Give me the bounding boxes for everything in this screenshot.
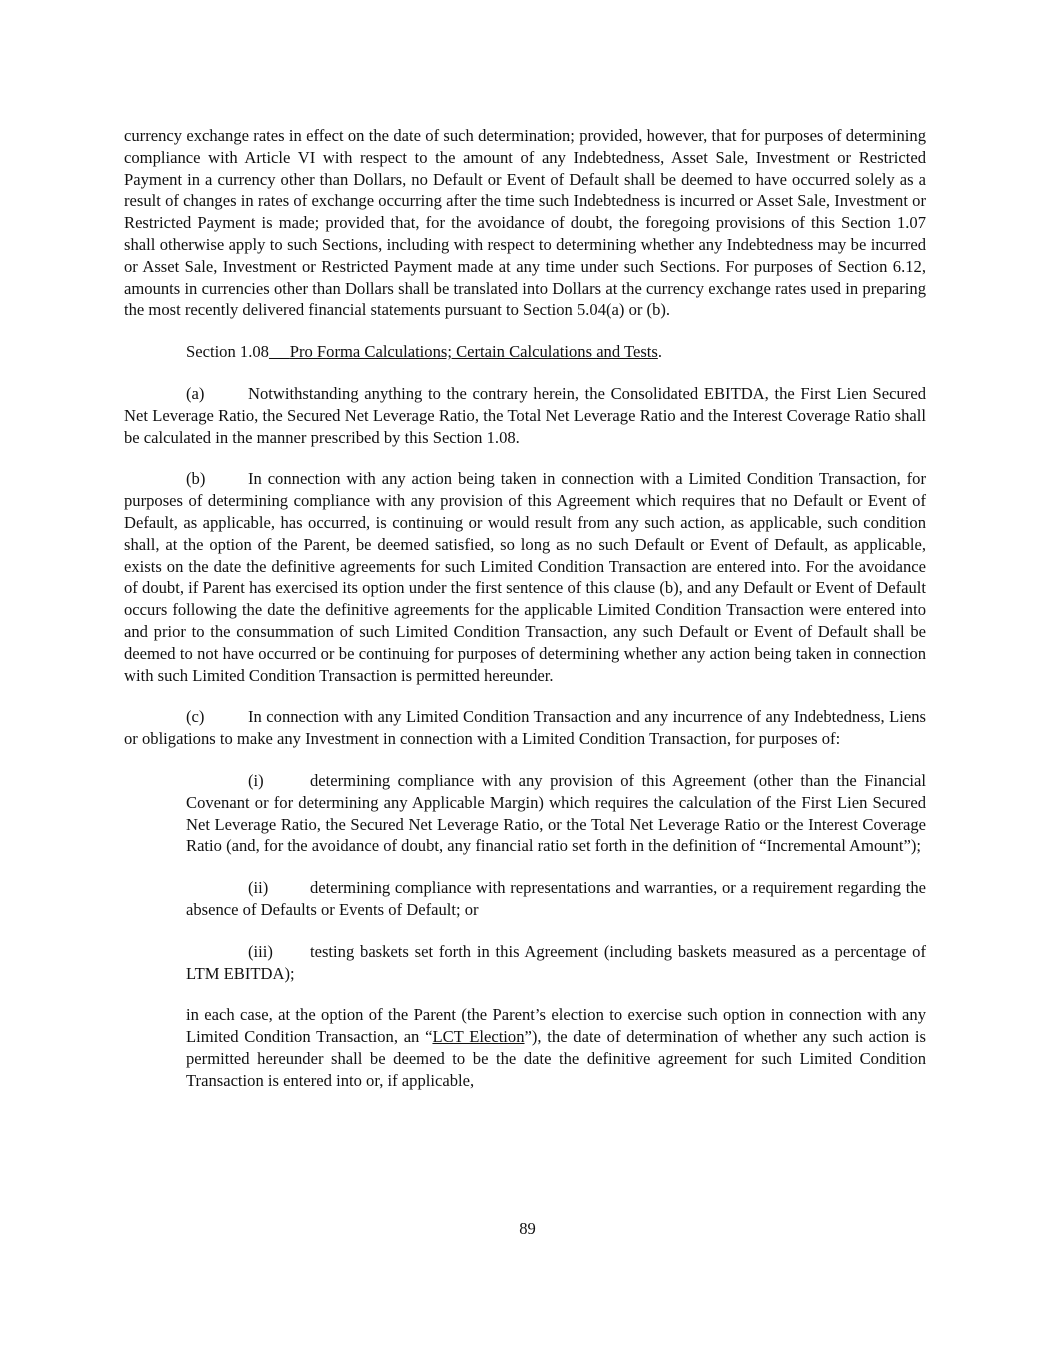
sub-clause-ii [186,877,926,921]
sub-clause-ii-text: determining compliance with representations and warranties, or a requirement regarding the absence of Defaults or Events of Default; or [186,878,926,919]
sub-clause-iii-label: (iii) [248,941,273,961]
sub-clause-ii-label: (ii) [248,878,269,898]
intro-paragraph: currency exchange rates in effect on the date of such determination; provided, however, that for purposes of determining compliance with Article VI with respect to the amount of any Indebtedness, Asset Sale, Investment or Restricted Payment in a currency other than Dollars, no Default or Event of Default shall be deemed to have occurred solely as a result of changes in rates of exchange occurring after the time such Indebtedness is incurred or Asset Sale, Investment or Restricted Payment is made; provided that, for the avoidance of doubt, the foregoing provisions of this Section 1.07 shall otherwise apply to such Sections, including with respect to determining whether any Indebtedness may be incurred or Asset Sale, Investment or Restricted Payment made at any time under such Sections. For purposes of Section 6.12, amounts in currencies other than Dollars shall be translated into Dollars at the currency exchange rates used in preparing the most recently delivered financial statements pursuant to Section 5.04(a) or (b). [124,126,926,320]
clause-b-text: In connection with any action being taken in connection with a Limited Condition Transaction, for purposes of determining compliance with any provision of this Agreement which requires that no Default or Event of Default, as applicable, has occurred, is continuing or would result from any such action, as applicable, such condition shall, at the option of the Parent, be deemed satisfied, so long as no such Default or Event of Default, as applicable, exists on the date the definitive agreements for such Limited Condition Transaction are entered into. For the avoidance of doubt, if Parent has exercised its option under the first sentence of this clause (b), and any Default or Event of Default occurs following the date the definitive agreements for the applicable Limited Condition Transaction were entered into and prior to the consummation of such Limited Condition Transaction, any such Default or Event of Default shall be deemed to not have occurred or be continuing for purposes of determining whether any action being taken in connection with such Limited Condition Transaction is permitted hereunder. [124,469,926,685]
sub-clause-i [186,770,926,857]
section-number: Section 1.08 [186,342,269,362]
clause-b [124,468,926,686]
closing-text-after: ”), the date of determination of whether any such action is permitted hereunder shall be deemed to be the date the definitive agreement for such Limited Condition Transaction is entered into or, if applicable, [186,1027,926,1090]
clause-a [124,383,926,448]
section-heading-period: . [657,342,663,362]
closing-paragraph [186,1004,926,1091]
page-number: 89 [519,1219,536,1238]
page-body [124,125,926,1111]
clause-c-text: In connection with any Limited Condition Transaction and any incurrence of any Indebtedness, Liens or obligations to make any Investment in connection with a Limited Condition Transaction, for purposes of: [124,707,926,749]
sub-clause-i-text: determining compliance with any provision of this Agreement (other than the Financial Covenant or for determining any Applicable Margin) which requires the calculation of the First Lien Secured Net Leverage Ratio, the Secured Net Leverage Ratio, or the Total Net Leverage Ratio or the Interest Coverage Ratio (and, for the avoidance of doubt, any financial ratio set forth in the definition of “Incremental Amount”); [186,770,926,856]
clause-a-label: (a) [186,383,205,403]
clause-b-label: (b) [186,469,206,489]
sub-clause-i-label: (i) [248,770,264,790]
closing-text-before: in each case, at the option of the Parent (the Parent’s election to exercise such option in connection with any Limited Condition Transaction, an “ [186,1005,926,1047]
sub-clause-iii [186,941,926,985]
section-heading [124,341,926,363]
section-title: Pro Forma Calculations; Certain Calculations and Tests [289,342,658,362]
lct-election-term: LCT Election [432,1027,525,1047]
clause-c [124,706,926,750]
clause-a-text: Notwithstanding anything to the contrary herein, the Consolidated EBITDA, the First Lien Secured Net Leverage Ratio, the Secured Net Leverage Ratio, the Total Net Leverage Ratio and the Interest Coverage Ratio shall be calculated in the manner prescribed by this Section 1.08. [124,383,926,447]
sub-clause-iii-text: testing baskets set forth in this Agreement (including baskets measured as a percentage of LTM EBITDA); [186,941,926,983]
clause-c-label: (c) [186,707,205,727]
